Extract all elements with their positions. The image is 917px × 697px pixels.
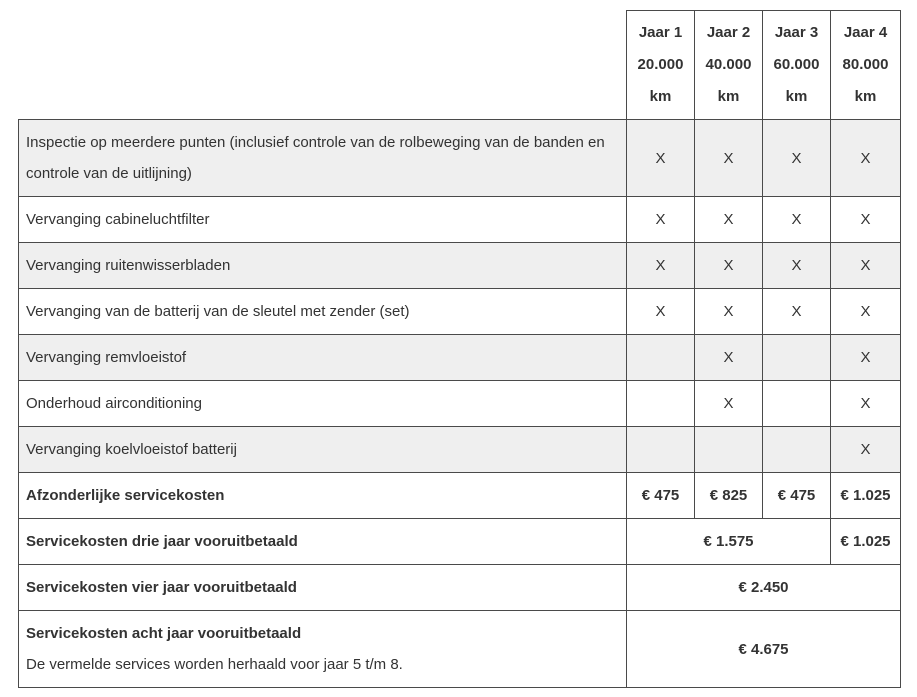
service-mark [763,381,831,427]
header-km-value: 80.000 [842,56,889,73]
header-year-3 [763,11,831,120]
header-year-label: Jaar 4 [843,24,888,41]
service-mark [695,427,763,473]
service-mark [627,381,695,427]
service-mark: X [831,120,901,197]
three-year-cost-year4-price: € 1.025 [831,519,901,565]
service-label: Onderhoud airconditioning [19,381,627,427]
header-km-unit: km [649,88,672,105]
header-row [19,11,901,120]
service-label: Vervanging van de batterij van de sleutel met zender (set) [19,289,627,335]
service-label: Vervanging ruitenwisserbladen [19,243,627,289]
header-year-label: Jaar 3 [774,24,819,41]
four-year-cost-row [19,565,901,611]
individual-cost-price: € 475 [627,473,695,519]
service-mark [627,335,695,381]
header-km-value: 60.000 [773,56,820,73]
individual-cost-price: € 1.025 [831,473,901,519]
service-mark: X [695,243,763,289]
three-year-cost-row [19,519,901,565]
service-mark: X [695,289,763,335]
header-km-unit: km [854,88,877,105]
service-label: Vervanging koelvloeistof batterij [19,427,627,473]
service-row [19,335,901,381]
header-year-4 [831,11,901,120]
header-km-value: 40.000 [705,56,752,73]
service-label: Inspectie op meerdere punten (inclusief controle van de rolbeweging van de banden en controle van de uitlijning) [19,120,627,197]
service-mark: X [763,120,831,197]
service-mark: X [763,197,831,243]
service-mark: X [831,335,901,381]
eight-year-cost-price: € 4.675 [627,611,901,688]
header-year-1 [627,11,695,120]
four-year-cost-label: Servicekosten vier jaar vooruitbetaald [19,565,627,611]
individual-cost-row [19,473,901,519]
header-km-unit: km [717,88,740,105]
eight-year-cost-label: Servicekosten acht jaar vooruitbetaald [26,625,302,642]
service-mark: X [627,243,695,289]
eight-year-cost-row [19,611,901,688]
three-year-cost-price: € 1.575 [627,519,831,565]
service-mark: X [627,289,695,335]
service-mark: X [831,197,901,243]
service-mark: X [831,427,901,473]
service-mark: X [831,381,901,427]
service-row [19,197,901,243]
individual-cost-price: € 825 [695,473,763,519]
service-row [19,381,901,427]
service-mark: X [695,335,763,381]
service-mark: X [831,289,901,335]
service-mark: X [763,289,831,335]
service-mark: X [627,120,695,197]
service-mark: X [695,120,763,197]
service-mark [763,335,831,381]
service-mark [627,427,695,473]
three-year-cost-label: Servicekosten drie jaar vooruitbetaald [19,519,627,565]
service-row [19,120,901,197]
service-row [19,243,901,289]
header-km-unit: km [785,88,808,105]
service-label: Vervanging remvloeistof [19,335,627,381]
header-year-label: Jaar 1 [638,24,683,41]
service-row [19,289,901,335]
service-mark [763,427,831,473]
individual-cost-price: € 475 [763,473,831,519]
service-mark: X [695,381,763,427]
service-row [19,427,901,473]
header-blank-cell [19,11,627,120]
service-mark: X [831,243,901,289]
eight-year-cost-note: De vermelde services worden herhaald voor jaar 5 t/m 8. [26,656,403,673]
service-mark: X [695,197,763,243]
service-cost-table [18,10,901,688]
header-year-label: Jaar 2 [706,24,751,41]
header-km-value: 20.000 [637,56,684,73]
four-year-cost-price: € 2.450 [627,565,901,611]
service-mark: X [627,197,695,243]
service-label: Vervanging cabineluchtfilter [19,197,627,243]
individual-cost-label: Afzonderlijke servicekosten [19,473,627,519]
eight-year-cost-cell [19,611,627,688]
service-mark: X [763,243,831,289]
header-year-2 [695,11,763,120]
